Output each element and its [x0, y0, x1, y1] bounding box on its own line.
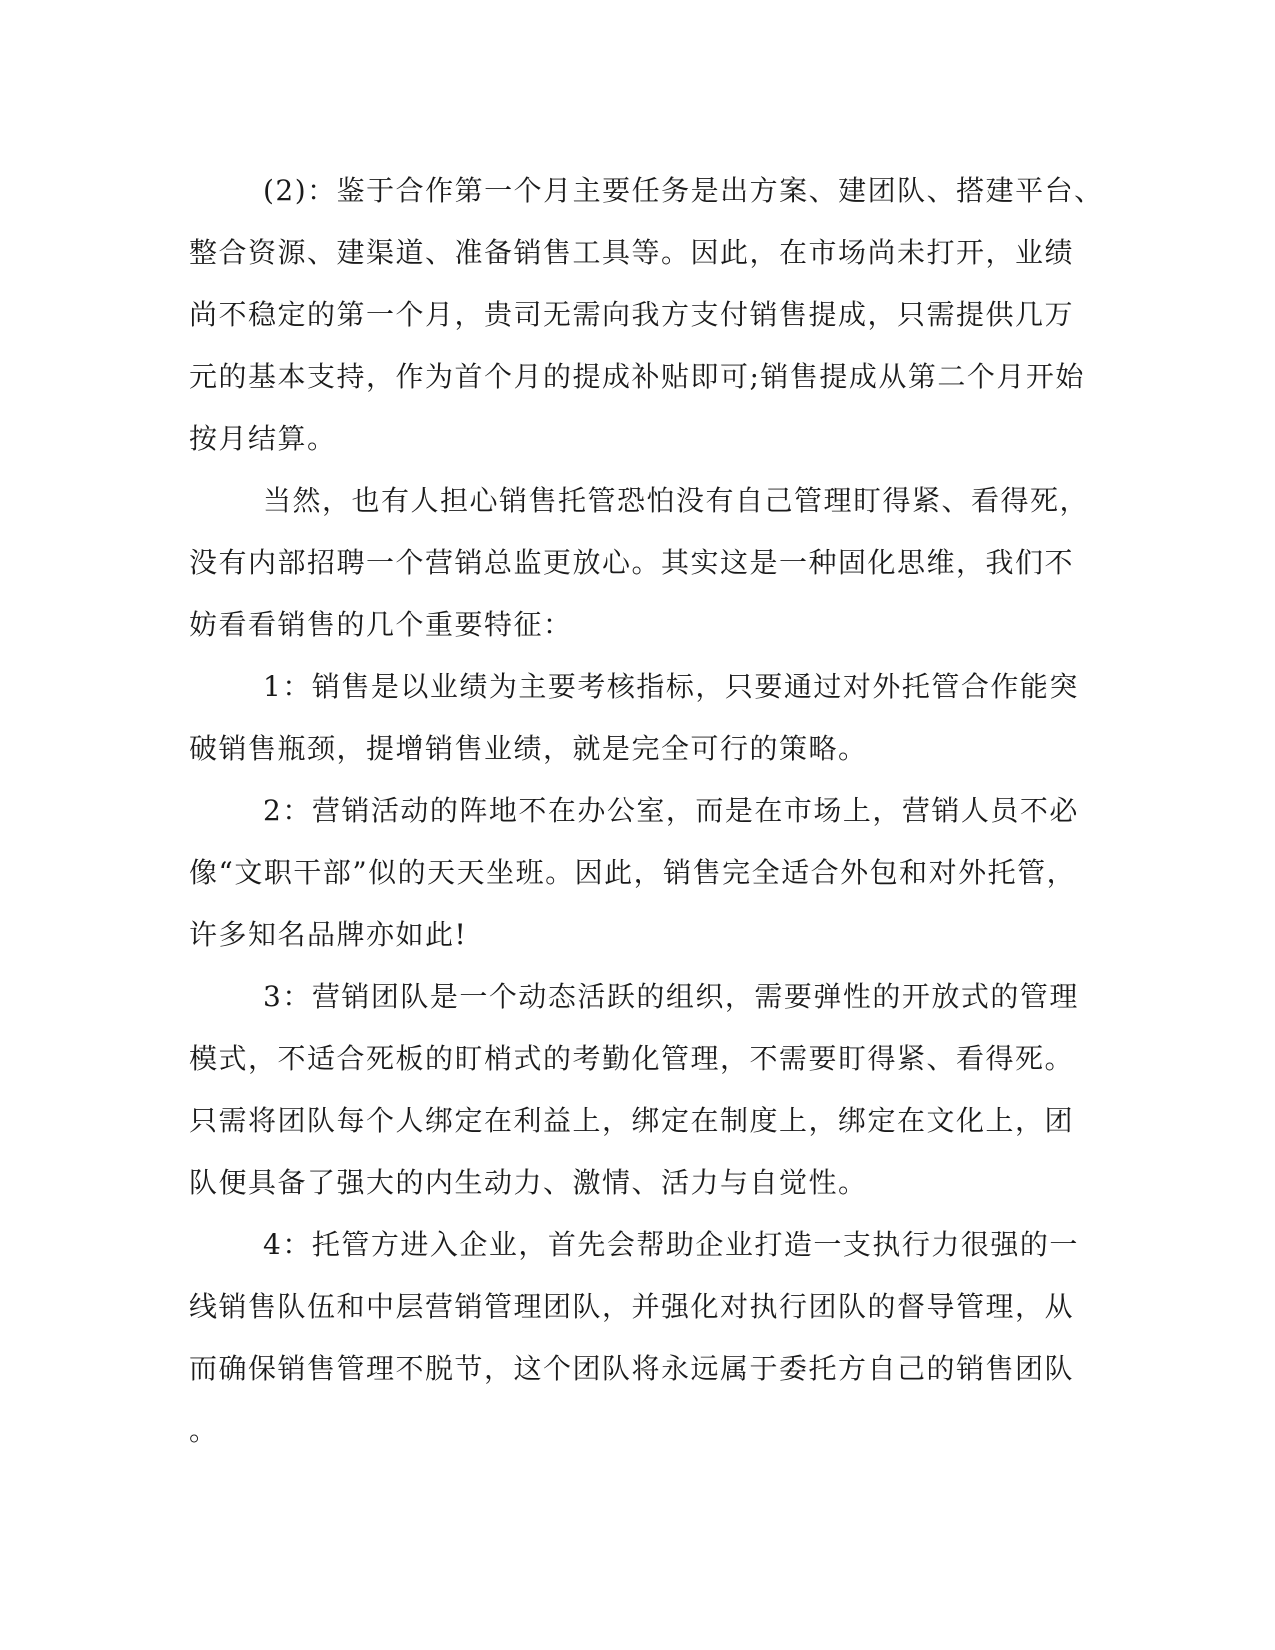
text-line: 尚不稳定的第一个月，贵司无需向我方支付销售提成，只需提供几万	[189, 298, 1075, 331]
text-line: 妨看看销售的几个重要特征：	[189, 608, 573, 641]
text-line: 而确保销售管理不脱节，这个团队将永远属于委托方自己的销售团队	[189, 1352, 1075, 1385]
paragraph-feature-2	[189, 780, 1079, 966]
paragraph-concerns	[189, 470, 1090, 656]
text-line: 破销售瓶颈，提增销售业绩，就是完全可行的策略。	[189, 732, 868, 765]
text-line: 没有内部招聘一个营销总监更放心。其实这是一种固化思维，我们不	[189, 546, 1075, 579]
text-line: 2：营销活动的阵地不在办公室，而是在市场上，营销人员不必	[263, 794, 1079, 827]
text-line: 只需将团队每个人绑定在利益上，绑定在制度上，绑定在文化上，团	[189, 1104, 1075, 1137]
document-body	[189, 160, 1104, 1462]
text-line: 。	[189, 1414, 219, 1447]
text-line: 许多知名品牌亦如此!	[189, 918, 468, 951]
text-line: 像“文职干部”似的天天坐班。因此，销售完全适合外包和对外托管，	[189, 856, 1077, 889]
text-line: 元的基本支持，作为首个月的提成补贴即可;销售提成从第二个月开始	[189, 360, 1085, 393]
text-line: 4：托管方进入企业，首先会帮助企业打造一支执行力很强的一	[263, 1228, 1079, 1261]
text-line: 整合资源、建渠道、准备销售工具等。因此，在市场尚未打开，业绩	[189, 236, 1075, 269]
text-line: 1：销售是以业绩为主要考核指标，只要通过对外托管合作能突	[263, 670, 1079, 703]
text-line: 当然，也有人担心销售托管恐怕没有自己管理盯得紧、看得死，	[263, 484, 1090, 517]
text-line: 按月结算。	[189, 422, 337, 455]
text-line: 线销售队伍和中层营销管理团队，并强化对执行团队的督导管理，从	[189, 1290, 1075, 1323]
text-line: 3：营销团队是一个动态活跃的组织，需要弹性的开放式的管理	[263, 980, 1079, 1013]
paragraph-feature-1	[189, 656, 1079, 780]
text-line: 队便具备了强大的内生动力、激情、活力与自觉性。	[189, 1166, 868, 1199]
paragraph-feature-3	[189, 966, 1079, 1214]
paragraph-payment-terms	[189, 160, 1104, 470]
paragraph-feature-4	[189, 1214, 1079, 1462]
text-line: (2)：鉴于合作第一个月主要任务是出方案、建团队、搭建平台、	[263, 174, 1104, 207]
text-line: 模式，不适合死板的盯梢式的考勤化管理，不需要盯得紧、看得死。	[189, 1042, 1075, 1075]
